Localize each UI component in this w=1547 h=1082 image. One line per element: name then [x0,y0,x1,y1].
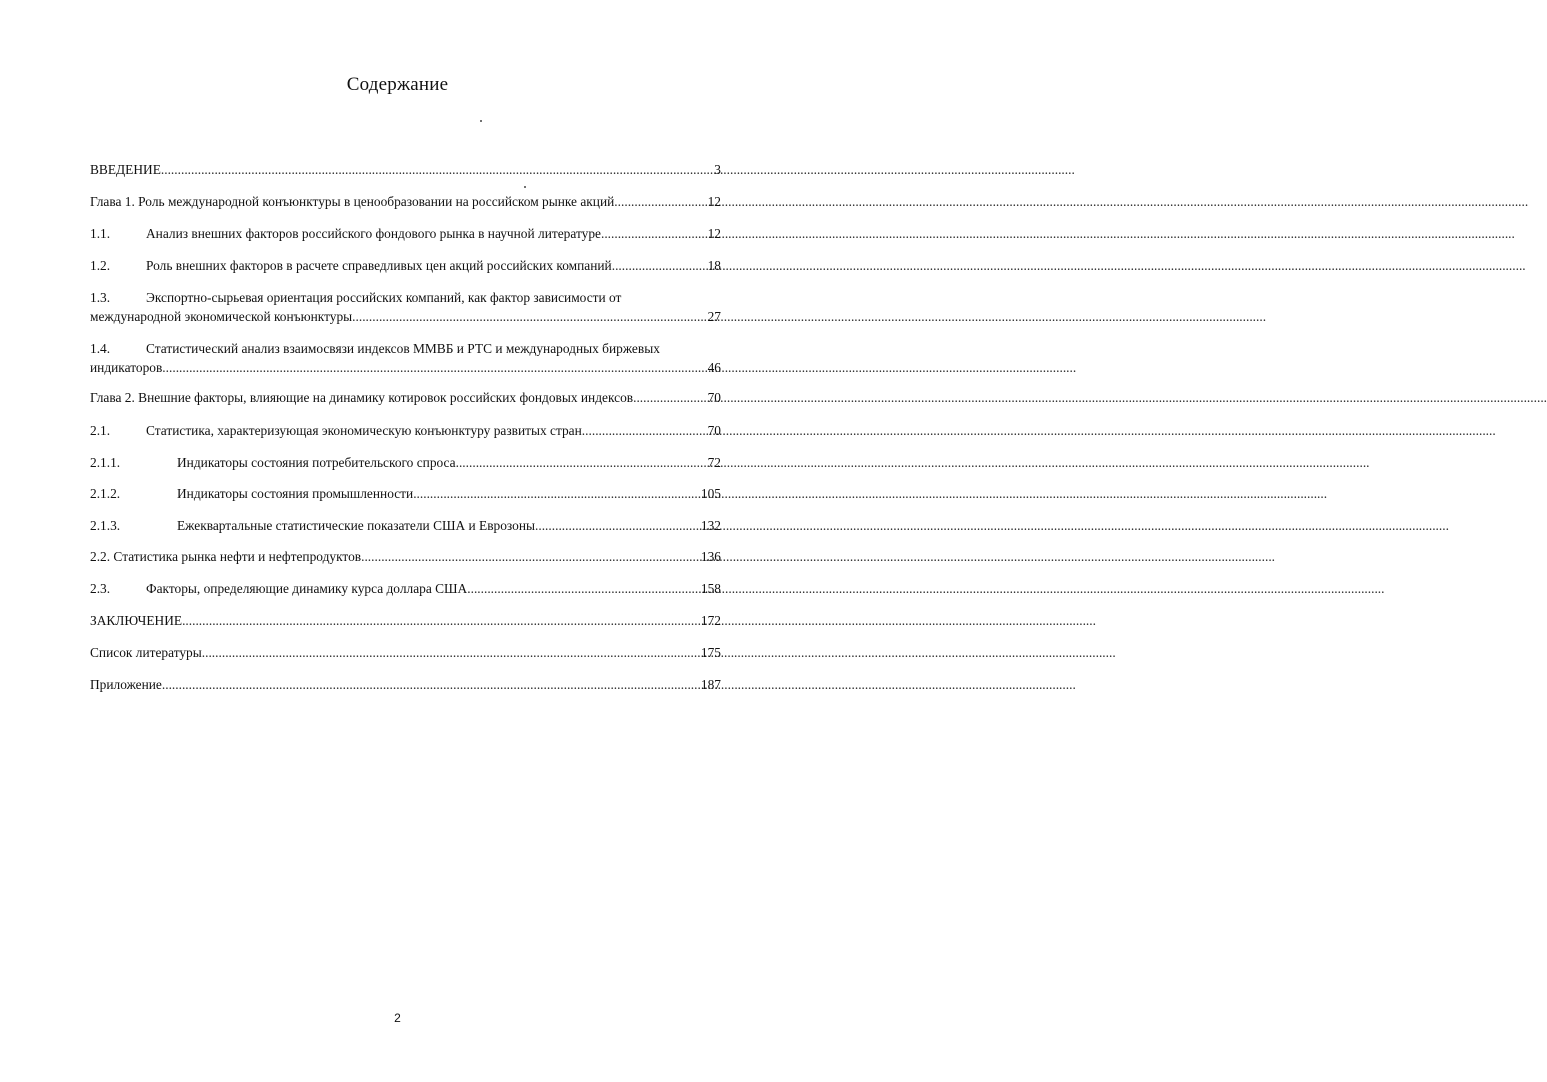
dot-leader [612,258,707,274]
dot-leader [413,486,700,502]
dot-leader [161,162,713,178]
toc-entry-2-3[interactable] [90,581,721,597]
dot-leader [352,309,706,325]
toc-page-number: 175 [700,645,721,660]
toc-entry-appendix[interactable] [90,677,721,693]
dot-leader [162,360,706,376]
toc-section-number: 2.1. [90,423,111,438]
toc-entry-introduction[interactable] [90,162,721,178]
page-title: Содержание [346,74,449,95]
toc-page-number: 132 [700,518,721,533]
page-number: 2 [394,1011,401,1025]
dot-leader [456,455,707,471]
scan-speck [524,186,526,188]
toc-section-number: 2.1.1. [90,455,121,470]
toc-section-number: 2.3. [90,581,111,596]
toc-section-number: 1.3. [90,290,111,305]
toc-page-number: 18 [707,258,721,273]
dot-leader [471,581,700,597]
toc-entry-text: Глава 2. Внешние факторы, влияющие на динамику котировок российских фондовых индексов [90,390,634,405]
toc-entry-1-4[interactable] [90,341,721,376]
toc-entry-2-1-1[interactable] [90,455,721,471]
toc-entry-text: Ежеквартальные статистические показатели США и Еврозоны [177,518,536,533]
dot-leader [535,518,700,534]
scan-speck [480,120,482,122]
dot-leader [633,390,707,406]
toc-section-number: 1.1. [90,226,111,241]
dot-leader [614,194,706,210]
toc-entry-1-1[interactable] [90,226,721,242]
dot-leader [601,226,707,242]
toc-page-number: 105 [700,486,721,501]
toc-entry-text: Факторы, определяющие динамику курса доллара США. [146,581,471,596]
toc-entry-text: Глава 1. Роль международной конъюнктуры в ценообразовании на российском рынке акций [90,194,615,209]
toc-section-number: 1.4. [90,341,111,356]
toc-page-number: 136 [700,549,721,564]
toc-entry-text: Приложение [90,677,162,692]
toc-section-number: 1.2. [90,258,111,273]
toc-entry-2-2[interactable] [90,549,721,565]
toc-entry-2-1-2[interactable] [90,486,721,502]
toc-page-number: 3 [714,162,721,177]
toc-page-number: 187 [700,677,721,692]
toc-entry-references[interactable] [90,645,721,661]
toc-entry-text: Индикаторы состояния потребительского спроса [177,455,456,470]
toc-page-number: 12 [707,194,721,209]
toc-entry-conclusion[interactable] [90,613,721,629]
dot-leader [182,613,700,629]
toc-section-number: 2.1.2. [90,486,121,501]
toc-page-number: 27 [707,309,721,324]
dot-leader [361,549,700,565]
toc-entry-text-continued: международной экономической конъюнктуры [90,309,353,324]
toc-entry-text-continued: индикаторов [90,360,163,375]
toc-page-number: 70 [707,390,721,405]
toc-entry-1-2[interactable] [90,258,721,274]
toc-entry-text: ЗАКЛЮЧЕНИЕ [90,613,183,628]
toc-page-number: 12 [707,226,721,241]
dot-leader [162,677,700,693]
toc-section-number: 2.1.3. [90,518,121,533]
toc-entry-text: Статистика, характеризующая экономическую конъюнктуру развитых стран [146,423,582,438]
dot-leader [582,423,707,439]
toc-entry-2-1[interactable] [90,423,721,439]
dot-leader [202,645,700,661]
toc-page-number: 70 [707,423,721,438]
toc-page-number: 72 [707,455,721,470]
toc-entry-text: Роль внешних факторов в расчете справедливых цен акций российских компаний [146,258,612,273]
toc-page-number: 172 [700,613,721,628]
toc-entry-text: Экспортно-сырьевая ориентация российских компаний, как фактор зависимости от [146,290,622,305]
toc-page-number: 46 [707,360,721,375]
toc-entry-text: Индикаторы состояния промышленности [177,486,414,501]
toc-entry-chapter-1[interactable] [90,194,721,210]
toc-page-number: 158 [700,581,721,596]
toc-entry-text: 2.2. Статистика рынка нефти и нефтепродуктов [90,549,362,564]
toc-entry-chapter-2[interactable] [90,390,721,406]
toc-entry-1-3[interactable] [90,290,721,325]
toc-entry-text: Статистический анализ взаимосвязи индексов ММВБ и РТС и международных биржевых [146,341,660,356]
toc-entry-text: Анализ внешних факторов российского фондового рынка в научной литературе [146,226,601,241]
toc-entry-text: Список литературы [90,645,202,660]
toc-entry-text: ВВЕДЕНИЕ [90,162,161,177]
toc-entry-2-1-3[interactable] [90,518,721,534]
